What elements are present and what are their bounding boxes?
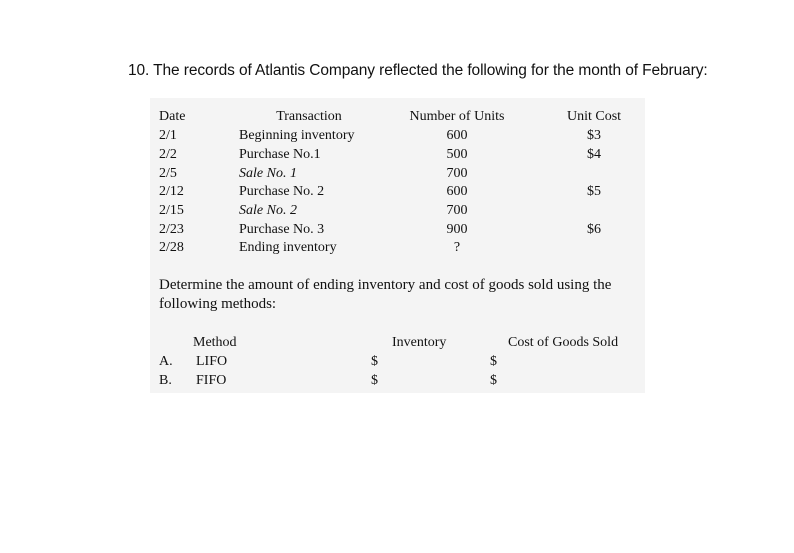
cogs-dollar-sign: $	[490, 354, 497, 369]
header-unit-cost: Unit Cost	[566, 109, 622, 124]
row-units: 700	[446, 166, 468, 181]
row-date: 2/5	[159, 166, 177, 181]
row-transaction: Sale No. 1	[239, 166, 297, 181]
method-name: FIFO	[196, 373, 227, 388]
header-transaction: Transaction	[276, 109, 342, 124]
row-unit-cost: $5	[587, 184, 601, 199]
row-units: ?	[453, 240, 461, 255]
row-units: 500	[446, 147, 468, 162]
row-date: 2/1	[159, 128, 177, 143]
row-date: 2/2	[159, 147, 177, 162]
row-date: 2/28	[159, 240, 184, 255]
header-cost-of-goods-sold: Cost of Goods Sold	[508, 335, 619, 350]
header-inventory: Inventory	[392, 335, 447, 350]
instructions-text: Determine the amount of ending inventory and cost of goods sold using the following methods:	[159, 277, 612, 312]
inventory-dollar-sign: $	[371, 354, 378, 369]
question-text: 10. The records of Atlantis Company reflected the following for the month of February:	[128, 62, 708, 79]
header-method: Method	[193, 335, 237, 350]
row-unit-cost: $6	[587, 222, 601, 237]
method-name: LIFO	[196, 354, 228, 369]
row-units: 900	[446, 222, 468, 237]
method-letter: B.	[159, 373, 172, 388]
row-date: 2/12	[159, 184, 184, 199]
row-units: 700	[446, 203, 468, 218]
header-units: Number of Units	[409, 109, 505, 124]
row-transaction: Beginning inventory	[239, 128, 355, 143]
row-date: 2/23	[159, 222, 184, 237]
row-unit-cost: $3	[587, 128, 601, 143]
row-date: 2/15	[159, 203, 184, 218]
method-letter: A.	[159, 354, 173, 369]
row-units: 600	[446, 128, 468, 143]
header-date: Date	[159, 109, 186, 124]
row-transaction: Purchase No.1	[239, 147, 321, 162]
row-transaction: Sale No. 2	[239, 203, 297, 218]
inventory-dollar-sign: $	[371, 373, 378, 388]
row-units: 600	[446, 184, 468, 199]
cogs-dollar-sign: $	[490, 373, 497, 388]
row-transaction: Purchase No. 3	[239, 222, 325, 237]
row-transaction: Purchase No. 2	[239, 184, 325, 199]
row-unit-cost: $4	[587, 147, 601, 162]
row-transaction: Ending inventory	[239, 240, 337, 255]
